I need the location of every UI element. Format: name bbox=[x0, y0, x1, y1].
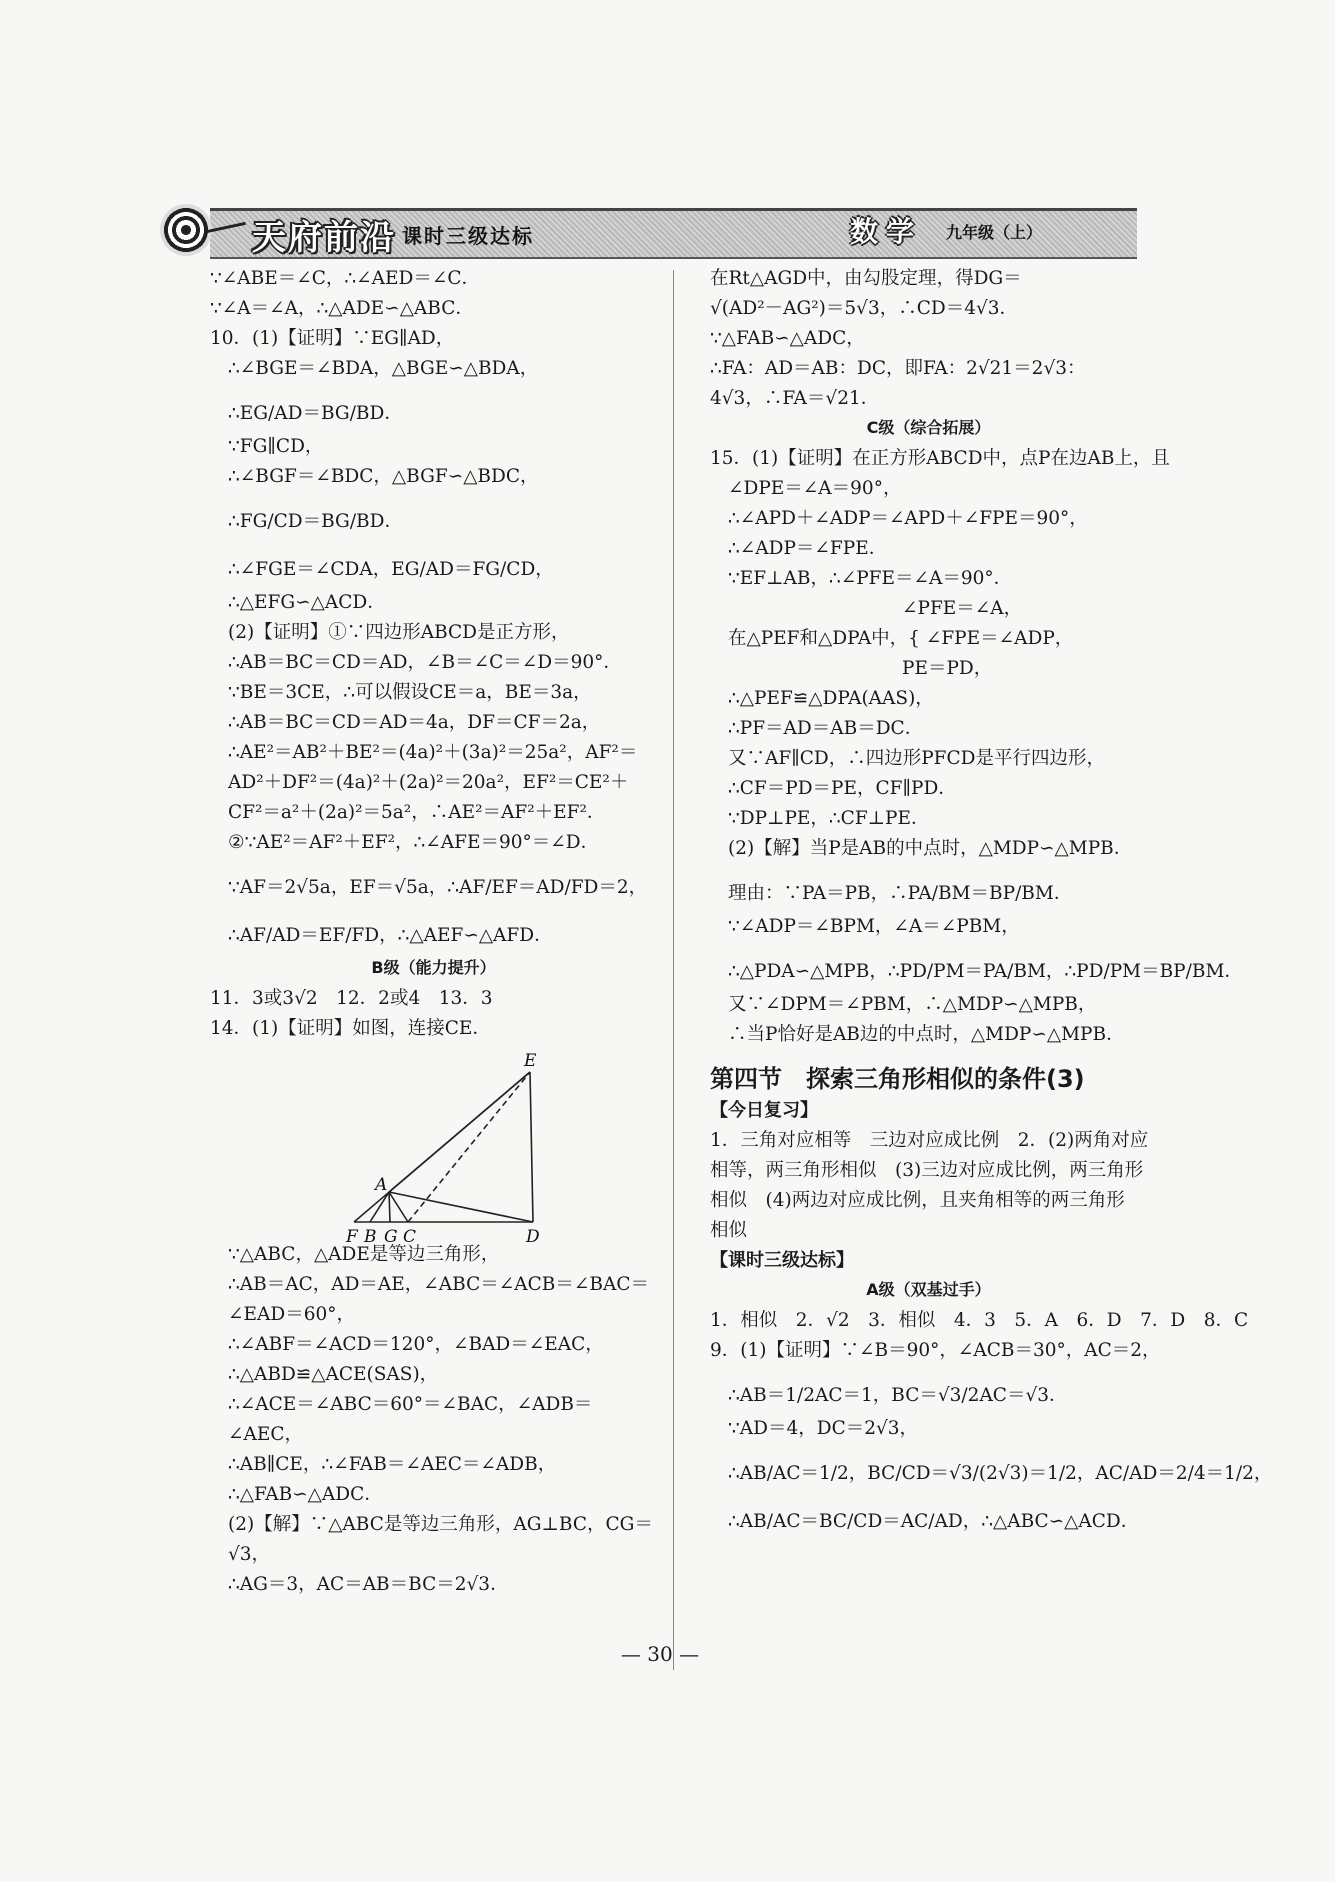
text-line: ∴AB＝BC＝CD＝AD，∠B＝∠C＝∠D＝90°． bbox=[228, 652, 622, 673]
label-d: D bbox=[526, 1227, 540, 1246]
grade-label: 九年级（上） bbox=[946, 223, 1043, 242]
text-line: 1．相似 2．√2 3．相似 4．3 5．A 6．D 7．D 8．C bbox=[710, 1310, 1249, 1331]
text-line: ∴AE²＝AB²＋BE²＝(4a)²＋(3a)²＝25a²，AF²＝ bbox=[228, 742, 638, 763]
text-line: ∴AF/AD＝EF/FD，∴△AEF∽△AFD． bbox=[228, 925, 553, 946]
answers-11-13: 11．3或3√2 12．2或4 13．3 bbox=[210, 988, 493, 1009]
text-line: (2)【解】当P是AB的中点时，△MDP∽△MPB． bbox=[728, 838, 1133, 859]
text-line: ∴AB∥CE，∴∠FAB＝∠AEC＝∠ADB， bbox=[228, 1454, 557, 1475]
text-line: ∴∠FGE＝∠CDA，EG/AD＝FG/CD， bbox=[228, 559, 554, 580]
text-line: ∴△FAB∽△ADC． bbox=[228, 1484, 383, 1505]
text-line: √3， bbox=[228, 1544, 271, 1565]
text-line: 1．三角对应相等 三边对应成比例 2．(2)两角对应 bbox=[710, 1130, 1149, 1151]
text-line: 相似 (4)两边对应成比例，且夹角相等的两三角形 bbox=[710, 1190, 1125, 1211]
column-divider bbox=[673, 270, 674, 1670]
line-ad bbox=[389, 1192, 533, 1222]
section-label-b: B级（能力提升） bbox=[371, 958, 496, 977]
text-line: 10．(1)【证明】∵EG∥AD， bbox=[210, 328, 455, 349]
label-e: E bbox=[524, 1051, 537, 1071]
text-line: ∴△ABD≌△ACE(SAS)， bbox=[228, 1364, 439, 1385]
text-line: ∴∠ABF＝∠ACD＝120°，∠BAD＝∠EAC， bbox=[228, 1334, 604, 1355]
text-line: ∴△PDA∽△MPB，∴PD/PM＝PA/BM，∴PD/PM＝BP/BM． bbox=[728, 961, 1243, 982]
label-f: F bbox=[346, 1227, 358, 1246]
text-line: 在Rt△AGD中，由勾股定理，得DG＝ bbox=[710, 268, 1022, 289]
text-line: (2)【解】∵△ABC是等边三角形，AG⊥BC，CG＝ bbox=[228, 1514, 653, 1535]
text-line: ∵△FAB∽△ADC， bbox=[710, 328, 865, 349]
triangle-diagram bbox=[210, 1050, 657, 1246]
text-line: ∵DP⊥PE，∴CF⊥PE． bbox=[728, 808, 930, 829]
left-column bbox=[210, 270, 657, 1606]
text-line: ∴AB＝AC，AD＝AE，∠ABC＝∠ACB＝∠BAC＝ bbox=[228, 1274, 649, 1295]
text-line: 相似 bbox=[710, 1220, 748, 1241]
text-line: ∠EAD＝60°， bbox=[228, 1304, 355, 1325]
question-14-intro: 14．(1)【证明】如图，连接CE． bbox=[210, 1018, 491, 1039]
label-a: A bbox=[375, 1175, 388, 1195]
text-line: 在△PEF和△DPA中，{ ∠FPE＝∠ADP， bbox=[728, 628, 1074, 649]
text-line: ∴FA：AD＝AB：DC，即FA：2√21＝2√3： bbox=[710, 358, 1086, 379]
text-line: ∠PFE＝∠A， bbox=[902, 598, 1023, 619]
text-line: ∴∠BGE＝∠BDA，△BGE∽△BDA， bbox=[228, 358, 539, 379]
text-line: ∴AG＝3，AC＝AB＝BC＝2√3． bbox=[228, 1574, 509, 1595]
text-line: ∵∠ADP＝∠BPM，∠A＝∠PBM， bbox=[728, 916, 1020, 937]
text-line: ∴∠BGF＝∠BDC，△BGF∽△BDC， bbox=[228, 466, 539, 487]
text-line: 又∵AF∥CD，∴四边形PFCD是平行四边形， bbox=[728, 748, 1106, 769]
brand-title: 天府前沿 bbox=[252, 218, 396, 258]
text-line: 15．(1)【证明】在正方形ABCD中，点P在边AB上，且 bbox=[710, 448, 1170, 469]
geometry-figure bbox=[210, 1050, 657, 1246]
review-heading: 【今日复习】 bbox=[710, 1100, 818, 1121]
text-line: ∵AF＝2√5a，EF＝√5a，∴AF/EF＝AD/FD＝2， bbox=[228, 877, 648, 898]
text-line: 又∵∠DPM＝∠PBM，∴△MDP∽△MPB， bbox=[728, 994, 1097, 1015]
text-line: ∴AB/AC＝BC/CD＝AC/AD，∴△ABC∽△ACD． bbox=[728, 1511, 1140, 1532]
text-line: ∵∠ABE＝∠C，∴∠AED＝∠C． bbox=[210, 268, 481, 289]
text-line: ∠AEC， bbox=[228, 1424, 304, 1445]
text-line: ∴FG/CD＝BG/BD． bbox=[228, 511, 403, 532]
text-line: ∴PF＝AD＝AB＝DC． bbox=[728, 718, 924, 739]
text-line: CF²＝a²＋(2a)²＝5a²，∴AE²＝AF²＋EF²． bbox=[228, 802, 606, 823]
text-line: 9．(1)【证明】∵∠B＝90°，∠ACB＝30°，AC＝2， bbox=[710, 1340, 1161, 1361]
label-b: B bbox=[364, 1227, 377, 1246]
line-ac bbox=[389, 1192, 408, 1222]
text-line: √(AD²－AG²)＝5√3，∴CD＝4√3． bbox=[710, 298, 1019, 319]
text-line: AD²＋DF²＝(4a)²＋(2a)²＝20a²，EF²＝CE²＋ bbox=[228, 772, 629, 793]
text-line: ∠DPE＝∠A＝90°， bbox=[728, 478, 902, 499]
label-c: C bbox=[403, 1227, 417, 1246]
text-line: ∴CF＝PD＝PE，CF∥PD． bbox=[728, 778, 957, 799]
text-line: ∴△EFG∽△ACD． bbox=[228, 592, 386, 613]
line-ab bbox=[370, 1192, 389, 1222]
text-line: 相等，两三角形相似 (3)三边对应成比例，两三角形 bbox=[710, 1160, 1144, 1181]
text-line: ∵EF⊥AB，∴∠PFE＝∠A＝90°． bbox=[728, 568, 1013, 589]
text-line: ∴∠ADP＝∠FPE． bbox=[728, 538, 888, 559]
text-line: ∴EG/AD＝BG/BD． bbox=[228, 403, 403, 424]
section-label-c: C级（综合拓展） bbox=[866, 418, 991, 437]
page-number: — 30 — bbox=[620, 1642, 700, 1666]
text-line: PE＝PD， bbox=[902, 658, 993, 679]
text-line: ∵BE＝3CE，∴可以假设CE＝a，BE＝3a， bbox=[228, 682, 592, 703]
text-line: ∴当P恰好是AB边的中点时，△MDP∽△MPB． bbox=[728, 1024, 1125, 1045]
text-line: 理由：∵PA＝PB，∴PA/BM＝BP/BM． bbox=[728, 883, 1073, 904]
section-title: 第四节 探索三角形相似的条件(3) bbox=[710, 1065, 1085, 1093]
text-line: ∴AB＝1/2AC＝1，BC＝√3/2AC＝√3． bbox=[728, 1385, 1068, 1406]
text-line: 4√3，∴FA＝√21． bbox=[710, 388, 880, 409]
right-column bbox=[710, 268, 1273, 1546]
header-banner bbox=[160, 204, 1137, 256]
text-line: ∴AB/AC＝1/2，BC/CD＝√3/(2√3)＝1/2，AC/AD＝2/4＝1/2， bbox=[728, 1463, 1273, 1484]
text-line: (2)【证明】①∵四边形ABCD是正方形， bbox=[228, 622, 570, 643]
label-g: G bbox=[384, 1227, 398, 1246]
text-line: ∵FG∥CD， bbox=[228, 436, 324, 457]
line-ag bbox=[389, 1192, 390, 1222]
text-line: ∵AD＝4，DC＝2√3， bbox=[728, 1418, 919, 1439]
text-line: ∴∠ACE＝∠ABC＝60°＝∠BAC，∠ADB＝ bbox=[228, 1394, 593, 1415]
line-ed bbox=[530, 1072, 533, 1222]
text-line: ②∵AE²＝AF²＋EF²，∴∠AFE＝90°＝∠D． bbox=[228, 832, 600, 853]
lesson-heading: 【课时三级达标】 bbox=[710, 1250, 854, 1271]
subject-title: 数学 bbox=[850, 215, 923, 248]
text-line: ∴∠APD＋∠ADP＝∠APD＋∠FPE＝90°， bbox=[728, 508, 1088, 529]
text-line: ∵∠A＝∠A，∴△ADE∽△ABC． bbox=[210, 298, 474, 319]
text-line: ∴△PEF≌△DPA(AAS)， bbox=[728, 688, 934, 709]
target-icon bbox=[160, 204, 212, 256]
text-line: ∵△ABC，△ADE是等边三角形， bbox=[228, 1244, 500, 1265]
section-label-a: A级（双基过手） bbox=[866, 1280, 991, 1299]
text-line: ∴AB＝BC＝CD＝AD＝4a，DF＝CF＝2a， bbox=[228, 712, 601, 733]
series-title: 课时三级达标 bbox=[402, 224, 534, 248]
line-ae bbox=[389, 1072, 530, 1192]
